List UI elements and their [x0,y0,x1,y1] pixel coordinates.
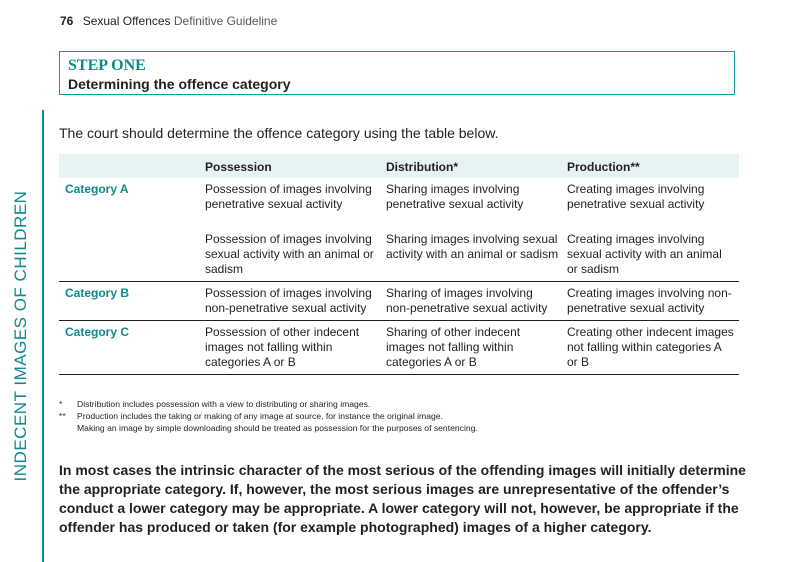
production-cell: Creating images involving penetrative sexual activity [567,182,705,211]
footnote-mark [59,422,77,434]
table-row [59,282,739,321]
category-label: Category C [59,321,201,375]
production-cell: Creating other indecent images not falling within categories A or B [563,321,739,375]
footnote-mark: ** [59,411,66,421]
offence-category-table [59,154,739,375]
table-row [59,178,739,216]
conclusion-paragraph: In most cases the intrinsic character of the most serious of the offending images will initially determine the appropriate category. If, however, the most serious images are unrepresentative of the offender’s conduct a lower category may be appropriate. A lower category will not, however, be appropriate if the offender has produced or taken (for example photographed) images of a higher category. [59,462,746,535]
footnote-text: Distribution includes possession with a view to distributing or sharing images. [77,399,371,409]
possession-cell: Possession of images involving sexual activity with an animal or sadism [205,232,374,276]
table-header-cell [59,154,201,178]
intro-text: The court should determine the offence category using the table below. [59,125,499,141]
possession-cell: Possession of images involving non-penetrative sexual activity [201,282,382,321]
side-tab-label: INDECENT IMAGES OF CHILDREN [11,190,30,482]
footnote-mark: * [59,399,63,409]
page-number: 76 [60,14,74,28]
footnote-text: Production includes the taking or making of any image at source, for instance the original image. [77,411,443,421]
side-tab [0,110,44,562]
table-row [59,321,739,375]
page-header [60,14,277,28]
step-subtitle: Determining the offence category [68,76,291,92]
step-title: STEP ONE [68,57,146,74]
category-label: Category A [65,182,129,196]
table-header-row [59,154,739,178]
footnote-text: Making an image by simple downloading should be treated as possession for the purposes of sentencing. [77,423,478,433]
category-label: Category B [59,282,201,321]
possession-cell: Possession of images involving penetrative sexual activity [205,182,372,211]
distribution-cell: Sharing images involving sexual activity with an animal or sadism [386,232,559,261]
production-cell: Creating images involving non-penetrative sexual activity [563,282,739,321]
distribution-cell: Sharing of images involving non-penetrative sexual activity [382,282,563,321]
production-cell: Creating images involving sexual activity with an animal or sadism [567,232,722,276]
footnote [59,398,478,410]
footnote [59,422,478,434]
table-header-possession: Possession [201,154,382,178]
table-row [59,216,739,282]
table-header-production: Production** [563,154,739,178]
document-title: Sexual Offences [82,14,171,28]
category-label [59,216,201,282]
step-box [59,51,735,95]
distribution-cell: Sharing images involving penetrative sexual activity [386,182,524,211]
footnote [59,410,478,422]
table-header-distribution: Distribution* [382,154,563,178]
footnotes [59,398,478,434]
document-subtitle: Definitive Guideline [173,14,278,28]
distribution-cell: Sharing of other indecent images not falling within categories A or B [382,321,563,375]
possession-cell: Possession of other indecent images not falling within categories A or B [201,321,382,375]
